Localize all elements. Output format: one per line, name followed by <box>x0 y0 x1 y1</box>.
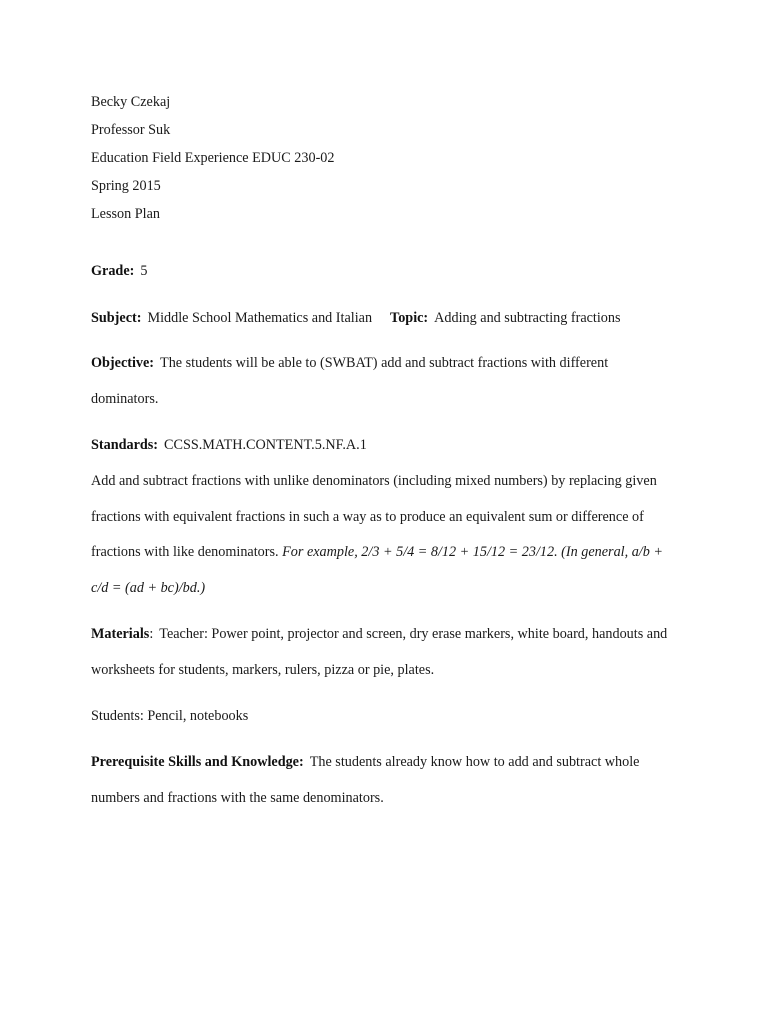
document-type: Lesson Plan <box>91 206 160 222</box>
grade-label: Grade: <box>91 263 135 279</box>
standards-text-block <box>91 464 681 606</box>
prerequisite-section <box>91 745 686 816</box>
course-name: Education Field Experience EDUC 230-02 <box>91 150 335 166</box>
materials-section <box>91 617 691 688</box>
materials-teacher: Teacher: Power point, projector and screen, dry erase markers, white board, handouts and worksheets for students, markers, rulers, pizza or pie, plates. <box>91 626 668 678</box>
materials-students: Students: Pencil, notebooks <box>91 708 249 724</box>
materials-colon: : <box>149 626 154 642</box>
professor-name: Professor Suk <box>91 122 171 138</box>
term: Spring 2015 <box>91 178 161 194</box>
objective-label: Objective: <box>91 355 155 371</box>
prerequisite-label: Prerequisite Skills and Knowledge: <box>91 754 304 770</box>
grade-section <box>91 263 691 280</box>
prerequisite-text: The students already know how to add and subtract whole numbers and fractions with the same denominators. <box>91 754 640 806</box>
standards-code: CCSS.MATH.CONTENT.5.NF.A.1 <box>164 437 367 453</box>
materials-label: Materials <box>91 626 150 642</box>
subject-label: Subject: <box>91 310 142 326</box>
subject-section <box>91 310 691 327</box>
standards-text: Add and subtract fractions with unlike denominators (including mixed numbers) by replacing given fractions with equivalent fractions in such a way as to produce an equivalent sum or difference of fractions with like denominators. <box>91 473 657 560</box>
grade-value: 5 <box>140 263 148 279</box>
topic-value: Adding and subtracting fractions <box>434 310 621 326</box>
standards-example: For example, 2/3 + 5/4 = 8/12 + 15/12 = 23/12. (In general, a/b + c/d = (ad + bc)/bd.) <box>91 544 663 596</box>
objective-text: The students will be able to (SWBAT) add and subtract fractions with different dominators. <box>91 355 609 407</box>
standards-heading <box>91 437 691 454</box>
standards-label: Standards: <box>91 437 159 453</box>
topic-label: Topic: <box>390 310 429 326</box>
author-name: Becky Czekaj <box>91 94 171 110</box>
subject-value: Middle School Mathematics and Italian <box>147 310 373 326</box>
objective-section <box>91 346 661 417</box>
